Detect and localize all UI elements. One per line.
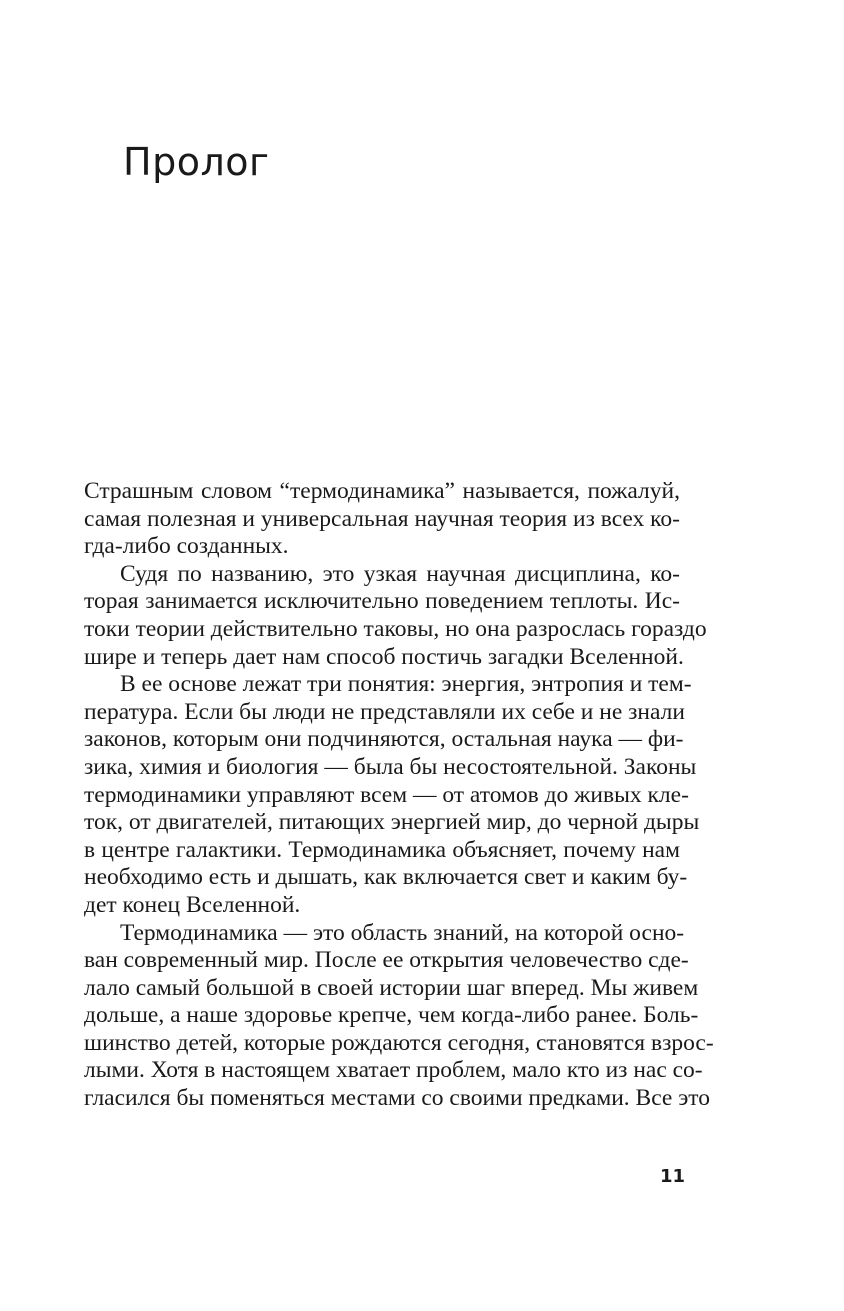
text-line: ток, от двигателей, питающих энергией мир, до черной дыры (84, 809, 700, 836)
text-line: лало самый большой в своей истории шаг вперед. Мы живем (84, 974, 699, 1001)
text-line: дет конец Вселенной. (84, 891, 301, 918)
page-number: 11 (660, 1166, 686, 1187)
text-line: лыми. Хотя в настоящем хватает проблем, мало кто из нас со- (84, 1057, 703, 1084)
text-line: гласился бы поменяться местами со своими предками. Все это (84, 1085, 711, 1112)
text-line: ван современный мир. После ее открытия человечество сде- (84, 947, 689, 974)
text-line: шире и теперь дает нам способ постичь загадки Вселенной. (84, 643, 684, 670)
text-line: зика, химия и биология — была бы несостоятельной. Законы (84, 753, 697, 780)
paragraph (84, 919, 714, 1113)
text-line: дольше, а наше здоровье крепче, чем когда-либо ранее. Боль- (84, 1002, 699, 1029)
text-line: термодинамики управляют всем — от атомов до живых кле- (84, 781, 689, 808)
body-text (84, 478, 714, 1113)
chapter-title: Пролог (123, 140, 270, 184)
paragraph (84, 671, 700, 919)
text-line: Страшным словом “термодинамика” называется, пожалуй, (84, 478, 680, 504)
text-line: Судя по названию, это узкая научная дисциплина, ко- (120, 560, 680, 587)
text-line: торая занимается исключительно поведением теплоты. Ис- (84, 588, 680, 615)
text-line: Термодинамика — это область знаний, на которой осно- (120, 919, 685, 946)
text-line: законов, которым они подчиняются, остальная наука — фи- (84, 726, 684, 753)
text-line: шинство детей, которые рождаются сегодня, становятся взрос- (84, 1029, 714, 1056)
text-line: пература. Если бы люди не представляли их себе и не знали (84, 698, 685, 725)
text-line: в центре галактики. Термодинамика объясняет, почему нам (84, 836, 680, 863)
text-line: самая полезная и универсальная научная теория из всех ко- (84, 505, 680, 532)
paragraph (84, 478, 680, 561)
text-line: токи теории действительно таковы, но она разрослась гораздо (84, 615, 707, 642)
paragraph (84, 560, 707, 671)
text-line: необходимо есть и дышать, как включается свет и каким бу- (84, 864, 688, 891)
text-line: гда-либо созданных. (84, 533, 289, 560)
text-line: В ее основе лежат три понятия: энергия, энтропия и тем- (120, 671, 692, 698)
